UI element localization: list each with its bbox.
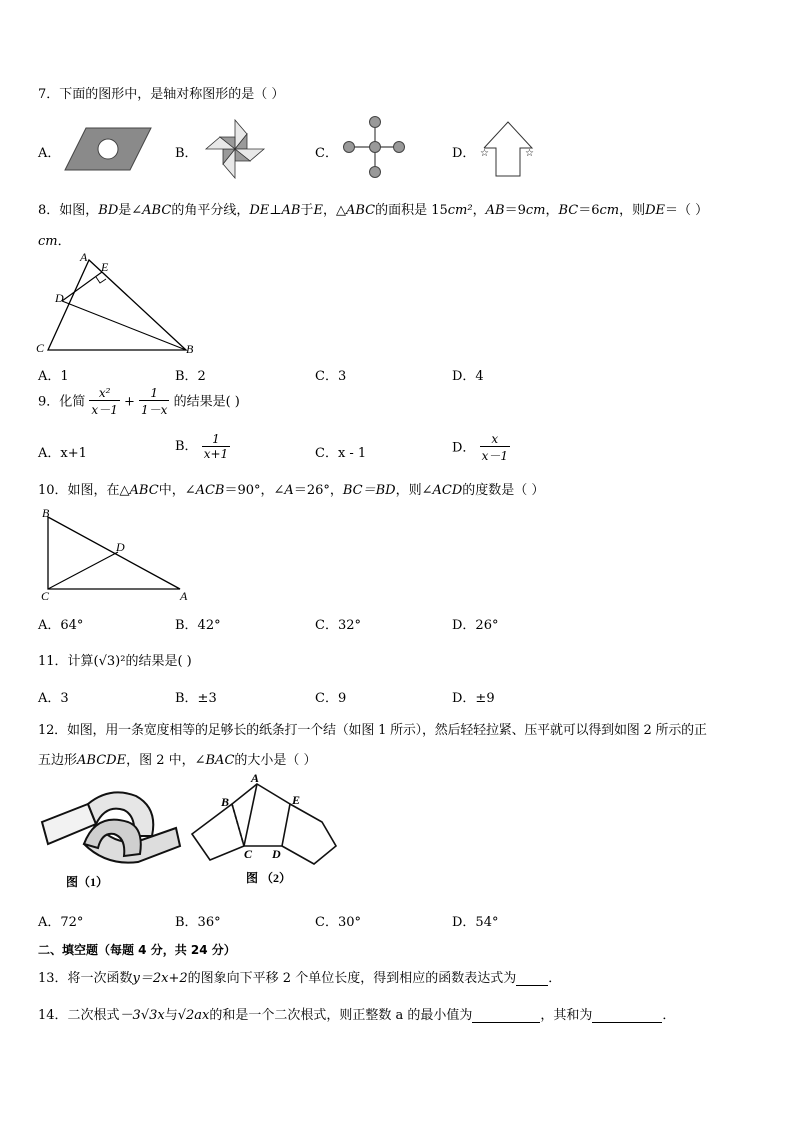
q9-option-a: A．x+1: [38, 446, 87, 461]
q9-fraction-1: $\frac{\text{x²}}{x-1}$: [91, 386, 118, 417]
q13-answer-blank[interactable]: [516, 971, 548, 986]
q8-option-d: D．4: [452, 369, 484, 384]
q10-label-d: D: [116, 540, 125, 554]
svg-text:☆: ☆: [480, 148, 489, 159]
q10-stem: 10．如图，在△ABC中，∠ACB＝90°，∠A＝26°，BC＝BD，则∠ACD的度数是（ ）: [38, 483, 545, 498]
q9-stem: 9．化简 $\frac{\text{x²}}{x-1}$ + $\frac{1}{1-x}$ 的结果是( ): [38, 386, 240, 417]
q12-option-d: D．54°: [452, 915, 499, 930]
q11-option-d: D．±9: [452, 691, 495, 706]
svg-text:☆: ☆: [525, 148, 534, 159]
q10-triangle-figure: [38, 505, 198, 605]
q9-fraction-2: $\frac{1}{1-x}$: [141, 386, 168, 417]
q8-option-c: C．3: [315, 369, 347, 384]
q14-answer-blank-1[interactable]: [472, 1008, 540, 1023]
q9-option-b: B． $\frac{1}{x+1}$: [175, 432, 229, 461]
q12-knot-figure-1: [40, 782, 182, 892]
q12-label-b: B: [221, 795, 230, 809]
q10-option-c: C．32°: [315, 618, 361, 633]
q11-option-b: B．±3: [175, 691, 217, 706]
q12-label-c: C: [244, 847, 253, 861]
q7-option-c: C．: [315, 146, 338, 161]
q10-label-b: B: [42, 506, 50, 520]
q12-option-a: A．72°: [38, 915, 84, 930]
q13-stem: 13．将一次函数y＝2x+2的图象向下平移 2 个单位长度，得到相应的函数表达式为 ．: [38, 971, 562, 986]
q7-option-a: A．: [38, 146, 61, 161]
q8-label-b: B: [186, 342, 194, 356]
q11-option-a: A．3: [38, 691, 69, 706]
q7-option-b: B．: [175, 146, 198, 161]
q8-option-a: A．1: [38, 369, 69, 384]
q8-label-c: C: [36, 341, 45, 355]
q11-option-c: C．9: [315, 691, 347, 706]
q8-triangle-figure: [34, 250, 204, 358]
q10-label-a: A: [180, 589, 188, 603]
q12-stem-line2: 五边形ABCDE，图 2 中，∠BAC的大小是（ ）: [38, 753, 317, 768]
q10-label-c: C: [41, 589, 50, 603]
q12-stem-line1: 12．如图，用一条宽度相等的足够长的纸条打一个结（如图 1 所示），然后轻轻拉紧、压平就可以得到如图 2 所示的正: [38, 723, 707, 738]
q9-option-c: C．x - 1: [315, 446, 367, 461]
q14-stem: 14．二次根式－3√3x与√2ax的和是一个二次根式，则正整数 a 的最小值为 ，其和为 ．: [38, 1008, 676, 1023]
q10-option-d: D．26°: [452, 618, 499, 633]
parallelogram-with-circle-icon: [64, 126, 154, 172]
arrow-house-with-stars-icon: [476, 118, 540, 178]
q10-option-a: A．64°: [38, 618, 84, 633]
q12-option-c: C．30°: [315, 915, 361, 930]
q14-answer-blank-2[interactable]: [592, 1008, 662, 1023]
q12-label-a: A: [251, 771, 260, 785]
pinwheel-icon: [203, 118, 267, 180]
q7-option-d: D．: [452, 146, 476, 161]
q8-label-e: E: [101, 260, 109, 274]
q9-option-d: D． $\frac{x}{x-1}$: [452, 432, 508, 463]
q11-stem: 11．计算(√3)²的结果是( ): [38, 654, 192, 669]
q12-label-d: D: [272, 847, 281, 861]
q10-option-b: B．42°: [175, 618, 221, 633]
q12-option-b: B．36°: [175, 915, 221, 930]
q12-fig2-caption: 图 （2）: [246, 871, 292, 885]
q7-stem: 7．下面的图形中，是轴对称图形的是（ ）: [38, 87, 285, 102]
cross-of-circles-icon: [340, 114, 410, 180]
q12-fig1-caption: 图（1）: [66, 875, 109, 889]
q8-stem-line2: cm．: [38, 234, 71, 249]
q8-label-d: D: [55, 291, 64, 305]
q8-option-b: B．2: [175, 369, 206, 384]
section-2-title: 二、填空题（每题 4 分，共 24 分）: [38, 943, 236, 957]
q12-label-e: E: [292, 793, 301, 807]
q8-label-a: A: [80, 250, 88, 264]
q12-pentagon-figure-2: [186, 772, 346, 892]
q8-stem-line1: 8．如图，BD是∠ABC的角平分线，DE⊥AB于E，△ABC的面积是 15cm²，AB＝9cm，BC＝6cm，则DE＝（ ）: [38, 203, 709, 218]
